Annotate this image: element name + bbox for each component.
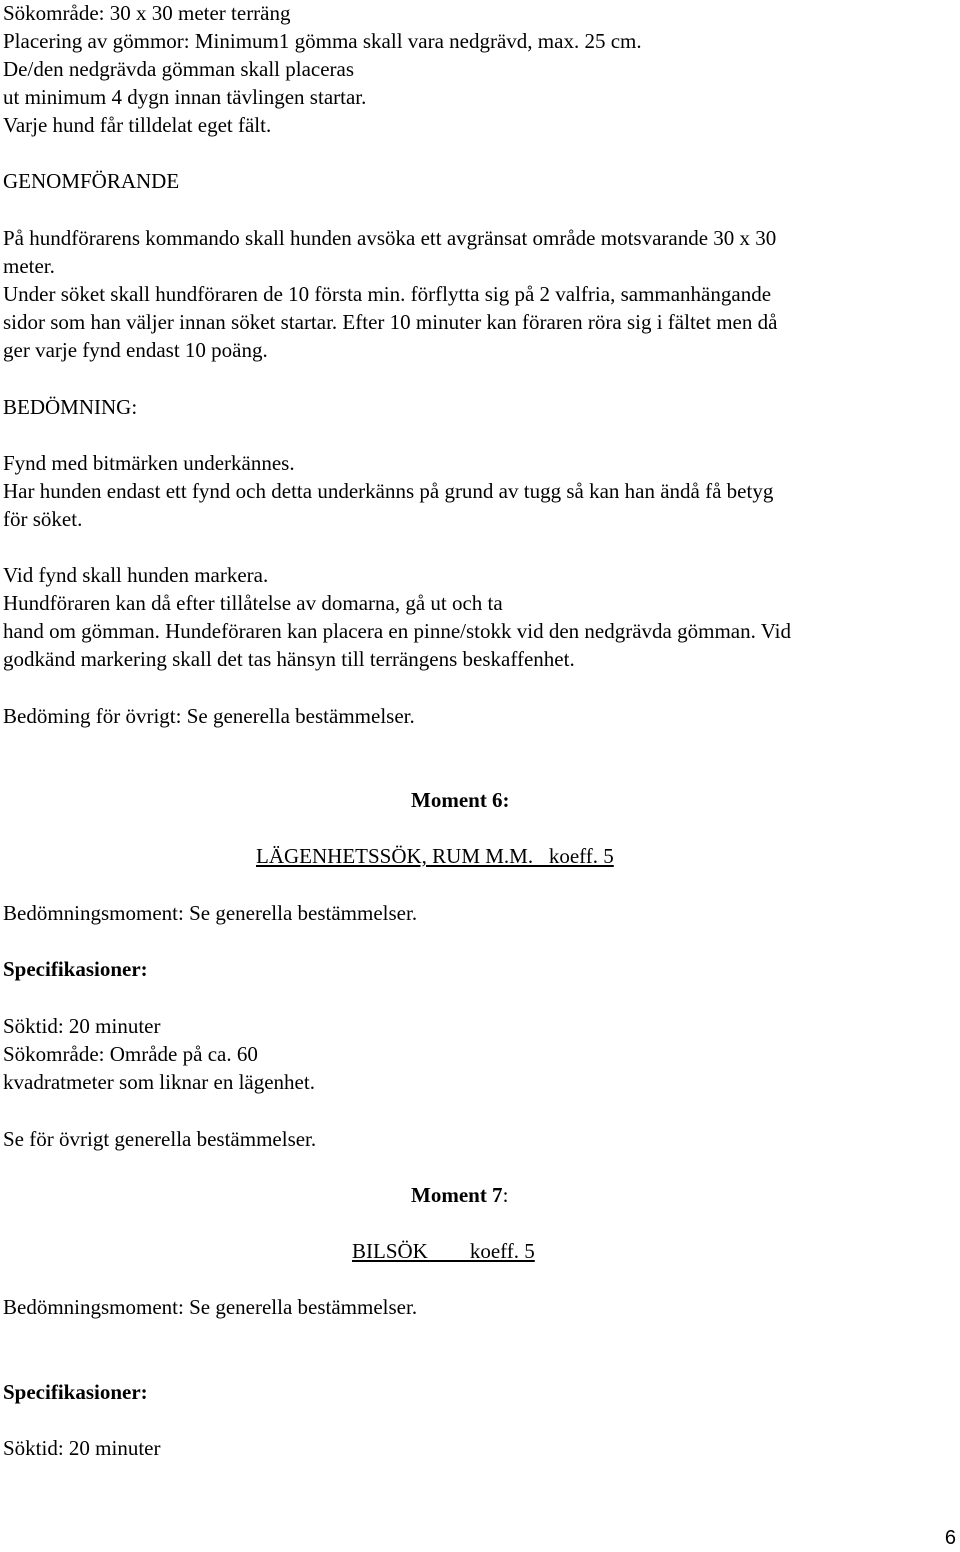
text-line: kvadratmeter som liknar en lägenhet. <box>3 1070 315 1094</box>
section-heading-genomforande: GENOMFÖRANDE <box>3 169 180 193</box>
text-line: sidor som han väljer innan söket startar. Efter 10 minuter kan föraren röra sig i fältet men då <box>3 310 778 334</box>
text-line: meter. <box>3 254 55 278</box>
text-line: Bedömningsmoment: Se generella bestämmelser. <box>3 901 418 925</box>
moment-7-subtitle: BILSÖK koeff. 5 <box>352 1239 535 1263</box>
text-line: för söket. <box>3 507 83 531</box>
text-line: De/den nedgrävda gömman skall placeras <box>3 57 355 81</box>
spec-heading: Specifikasioner: <box>3 1380 148 1404</box>
spec-heading: Specifikasioner: <box>3 957 148 981</box>
text-line: Vid fynd skall hunden markera. <box>3 563 269 587</box>
text-line: Söktid: 20 minuter <box>3 1014 161 1038</box>
text-line: Hundföraren kan då efter tillåtelse av domarna, gå ut och ta <box>3 591 503 615</box>
moment-7-title <box>411 1182 508 1208</box>
text-line: Söktid: 20 minuter <box>3 1436 161 1460</box>
text-line: Bedöming för övrigt: Se generella bestämmelser. <box>3 704 415 728</box>
text-line: Fynd med bitmärken underkännes. <box>3 451 295 475</box>
moment-6-title: Moment 6: <box>411 788 510 812</box>
moment-7-title-colon: : <box>502 1183 509 1207</box>
text-line: Sökområde: Område på ca. 60 <box>3 1042 258 1066</box>
text-line: Varje hund får tilldelat eget fält. <box>3 113 272 137</box>
moment-6-subtitle: LÄGENHETSSÖK, RUM M.M. koeff. 5 <box>256 844 614 868</box>
text-line: Sökområde: 30 x 30 meter terräng <box>3 1 291 25</box>
text-line: godkänd markering skall det tas hänsyn till terrängens beskaffenhet. <box>3 647 575 671</box>
page-number: 6 <box>944 1527 956 1549</box>
section-heading-bedomning: BEDÖMNING: <box>3 395 138 419</box>
text-line: Se för övrigt generella bestämmelser. <box>3 1127 317 1151</box>
moment-7-title-bold: Moment 7 <box>411 1183 503 1207</box>
text-line: ut minimum 4 dygn innan tävlingen startar. <box>3 85 367 109</box>
text-line: Bedömningsmoment: Se generella bestämmelser. <box>3 1295 418 1319</box>
text-line: På hundförarens kommando skall hunden avsöka ett avgränsat område motsvarande 30 x 30 <box>3 226 777 250</box>
text-line: Under söket skall hundföraren de 10 första min. förflytta sig på 2 valfria, sammanhängande <box>3 282 772 306</box>
text-line: ger varje fynd endast 10 poäng. <box>3 338 268 362</box>
text-line: Har hunden endast ett fynd och detta underkänns på grund av tugg så kan han ändå få betyg <box>3 479 774 503</box>
text-line: hand om gömman. Hundeföraren kan placera en pinne/stokk vid den nedgrävda gömman. Vid <box>3 619 791 643</box>
text-line: Placering av gömmor: Minimum1 gömma skall vara nedgrävd, max. 25 cm. <box>3 29 642 53</box>
